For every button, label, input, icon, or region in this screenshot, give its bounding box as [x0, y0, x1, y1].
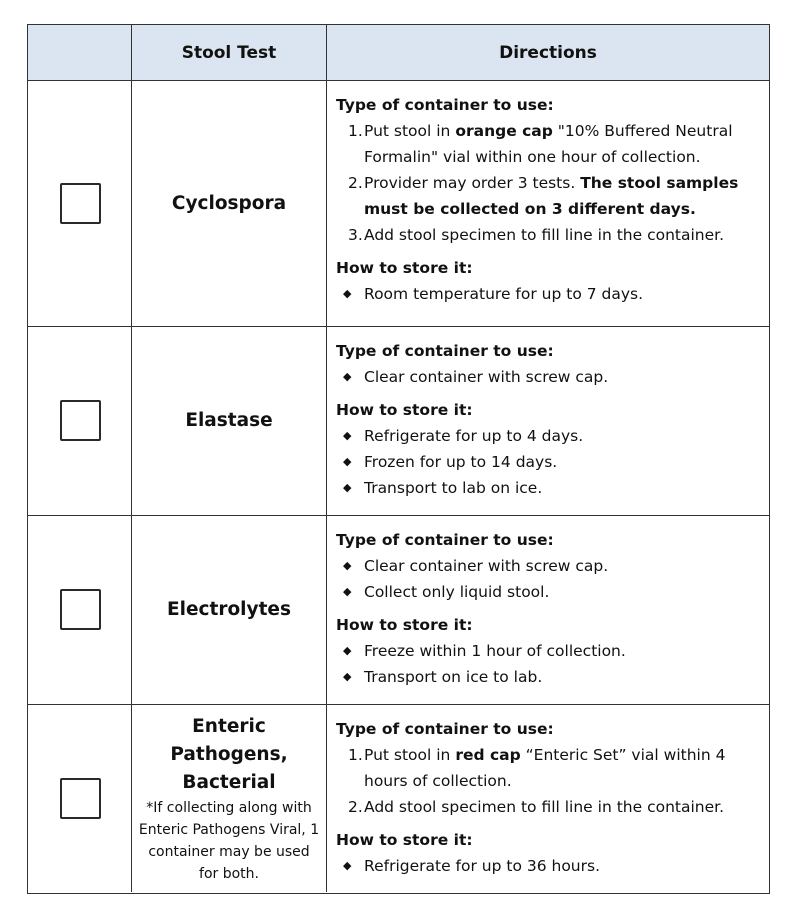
container-heading: Type of container to use:: [336, 531, 554, 549]
list-item: 2. Add stool specimen to fill line in the container.: [348, 798, 725, 816]
list-item: 1. Put stool in orange cap "10% Buffered Neutral Formalin" vial within one hour of collection.: [348, 122, 733, 166]
bullet-icon: ◆: [343, 455, 352, 468]
list-item: ◆ Collect only liquid stool.: [336, 579, 761, 605]
table-header-row: [28, 25, 769, 80]
bullet-icon: ◆: [343, 429, 352, 442]
directions-cyclospora: [336, 92, 761, 307]
bullet-icon: ◆: [343, 287, 352, 300]
header-directions: Directions: [499, 42, 597, 63]
elastase-checkbox[interactable]: [60, 400, 101, 441]
list-item: 3. Add stool specimen to fill line in the container.: [348, 226, 725, 244]
list-item: ◆ Refrigerate for up to 4 days.: [336, 423, 761, 449]
bullet-icon: ◆: [343, 559, 352, 572]
directions-elastase: [336, 338, 761, 501]
directions-enteric-pathogens: [336, 716, 761, 879]
table-row-elastase: [28, 326, 769, 515]
bullet-icon: ◆: [343, 481, 352, 494]
test-name-electrolytes: Electrolytes: [167, 599, 291, 620]
store-heading: How to store it:: [336, 831, 473, 849]
table-row-cyclospora: [28, 80, 769, 326]
header-stool-test-cell: [132, 25, 327, 80]
bullet-icon: ◆: [343, 585, 352, 598]
list-item: ◆ Transport to lab on ice.: [336, 475, 761, 501]
list-item: ◆ Refrigerate for up to 36 hours.: [336, 853, 761, 879]
list-item: ◆ Freeze within 1 hour of collection.: [336, 638, 761, 664]
header-directions-cell: [327, 25, 769, 80]
cyclospora-checkbox[interactable]: [60, 183, 101, 224]
store-heading: How to store it:: [336, 616, 473, 634]
test-name-elastase: Elastase: [185, 410, 273, 431]
list-item: 2. Provider may order 3 tests. The stool samples must be collected on 3 different days.: [348, 174, 739, 218]
store-heading: How to store it:: [336, 259, 473, 277]
electrolytes-checkbox[interactable]: [60, 589, 101, 630]
container-heading: Type of container to use:: [336, 342, 554, 360]
bullet-icon: ◆: [343, 670, 352, 683]
table-row-enteric-pathogens: [28, 704, 769, 892]
list-item: ◆ Transport on ice to lab.: [336, 664, 761, 690]
bullet-icon: ◆: [343, 859, 352, 872]
directions-electrolytes: [336, 527, 761, 690]
container-heading: Type of container to use:: [336, 96, 554, 114]
table-row-electrolytes: [28, 515, 769, 704]
enteric-note: *If collecting along with Enteric Pathogens Viral, 1 container may be used for both.: [138, 799, 320, 882]
stool-test-table: [27, 24, 770, 894]
list-item: ◆ Frozen for up to 14 days.: [336, 449, 761, 475]
enteric-pathogens-checkbox[interactable]: [60, 778, 101, 819]
bullet-icon: ◆: [343, 644, 352, 657]
header-checkbox-column: [28, 25, 132, 80]
list-item: ◆ Room temperature for up to 7 days.: [336, 281, 761, 307]
list-item: 1. Put stool in red cap “Enteric Set” vial within 4 hours of collection.: [348, 746, 726, 790]
header-stool-test: Stool Test: [181, 42, 277, 63]
test-name-cyclospora: Cyclospora: [171, 192, 287, 214]
container-heading: Type of container to use:: [336, 720, 554, 738]
store-heading: How to store it:: [336, 401, 473, 419]
list-item: ◆ Clear container with screw cap.: [336, 364, 761, 390]
test-name-enteric-pathogens: Enteric Pathogens, Bacterial *If collecting along with Enteric Pathogens Viral, 1 container may be used for both.: [132, 713, 326, 885]
bullet-icon: ◆: [343, 370, 352, 383]
list-item: ◆ Clear container with screw cap.: [336, 553, 761, 579]
